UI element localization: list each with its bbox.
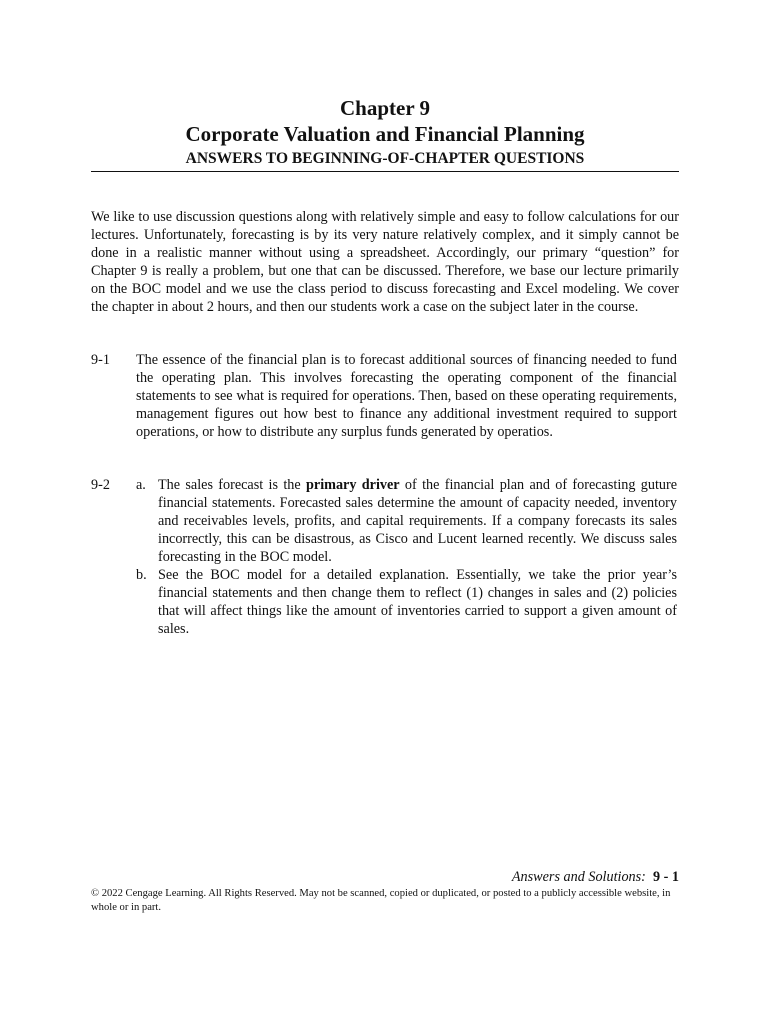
footer-label: Answers and Solutions: — [511, 869, 646, 885]
question-number: 9-1 — [91, 352, 110, 368]
intro-paragraph: We like to use discussion questions along with relatively simple and easy to follow calculations for our lectures. Unfortunately, forecasting is by its very nature relatively complex, and it simply cannot be done in a realistic manner without using a spreadsheet. Accordingly, our primary “question” for Chapter 9 is really a problem, but one that can be discussed. Therefore, we base our lecture primarily on the BOC model and we use the class period to discuss forecasting and Excel modeling. We cover the chapter in about 2 hours, and then our students work a case on the subject later in the course. — [91, 209, 679, 315]
page-footer-reference — [512, 869, 679, 886]
part-label: b. — [136, 567, 147, 583]
emphasis-primary-driver: primary driver — [306, 477, 400, 493]
question-number: 9-2 — [91, 477, 110, 493]
section-subtitle: ANSWERS TO BEGINNING-OF-CHAPTER QUESTIONS — [185, 150, 585, 167]
chapter-number: Chapter 9 — [339, 96, 431, 120]
part-label: a. — [136, 477, 146, 493]
answer-part-a — [136, 476, 677, 566]
copyright-notice: © 2022 Cengage Learning. All Rights Reserved. May not be scanned, copied or duplicated, or posted to a publicly accessible website, in whole or in part. — [91, 888, 671, 913]
part-text-before: The sales forecast is the — [158, 477, 306, 493]
answer-parts — [136, 476, 677, 638]
answer-text: The essence of the financial plan is to forecast additional sources of financing needed to fund the operating plan. This involves forecasting the operating component of the financial statements to see what is required for operations. Then, based on these operating requirements, management figures out how best to finance any additional investment required to support operations, or how to distribute any surplus funds generated by operatios. — [136, 352, 677, 440]
part-text: See the BOC model for a detailed explanation. Essentially, we take the prior year’s financial statements and then change them to reflect (1) changes in sales and (2) policies that will affect things like the amount of inventories carried to support a given amount of sales. — [158, 567, 677, 637]
title-block — [91, 95, 679, 170]
header-divider — [91, 171, 679, 172]
document-page — [91, 0, 679, 1024]
chapter-title: Corporate Valuation and Financial Planning — [185, 122, 585, 146]
answer-part-b — [136, 566, 677, 638]
part-text-after: of the financial plan and of forecasting guture financial statements. Forecasted sales determine the amount of capacity needed, inventory and receivables levels, profits, and capital requirements. If a company forecasts its sales incorrectly, this can be disastrous, as Cisco and Lucent learned recently. We discuss sales forecasting in the BOC model. — [158, 477, 678, 565]
page-number: 9 - 1 — [652, 869, 679, 885]
